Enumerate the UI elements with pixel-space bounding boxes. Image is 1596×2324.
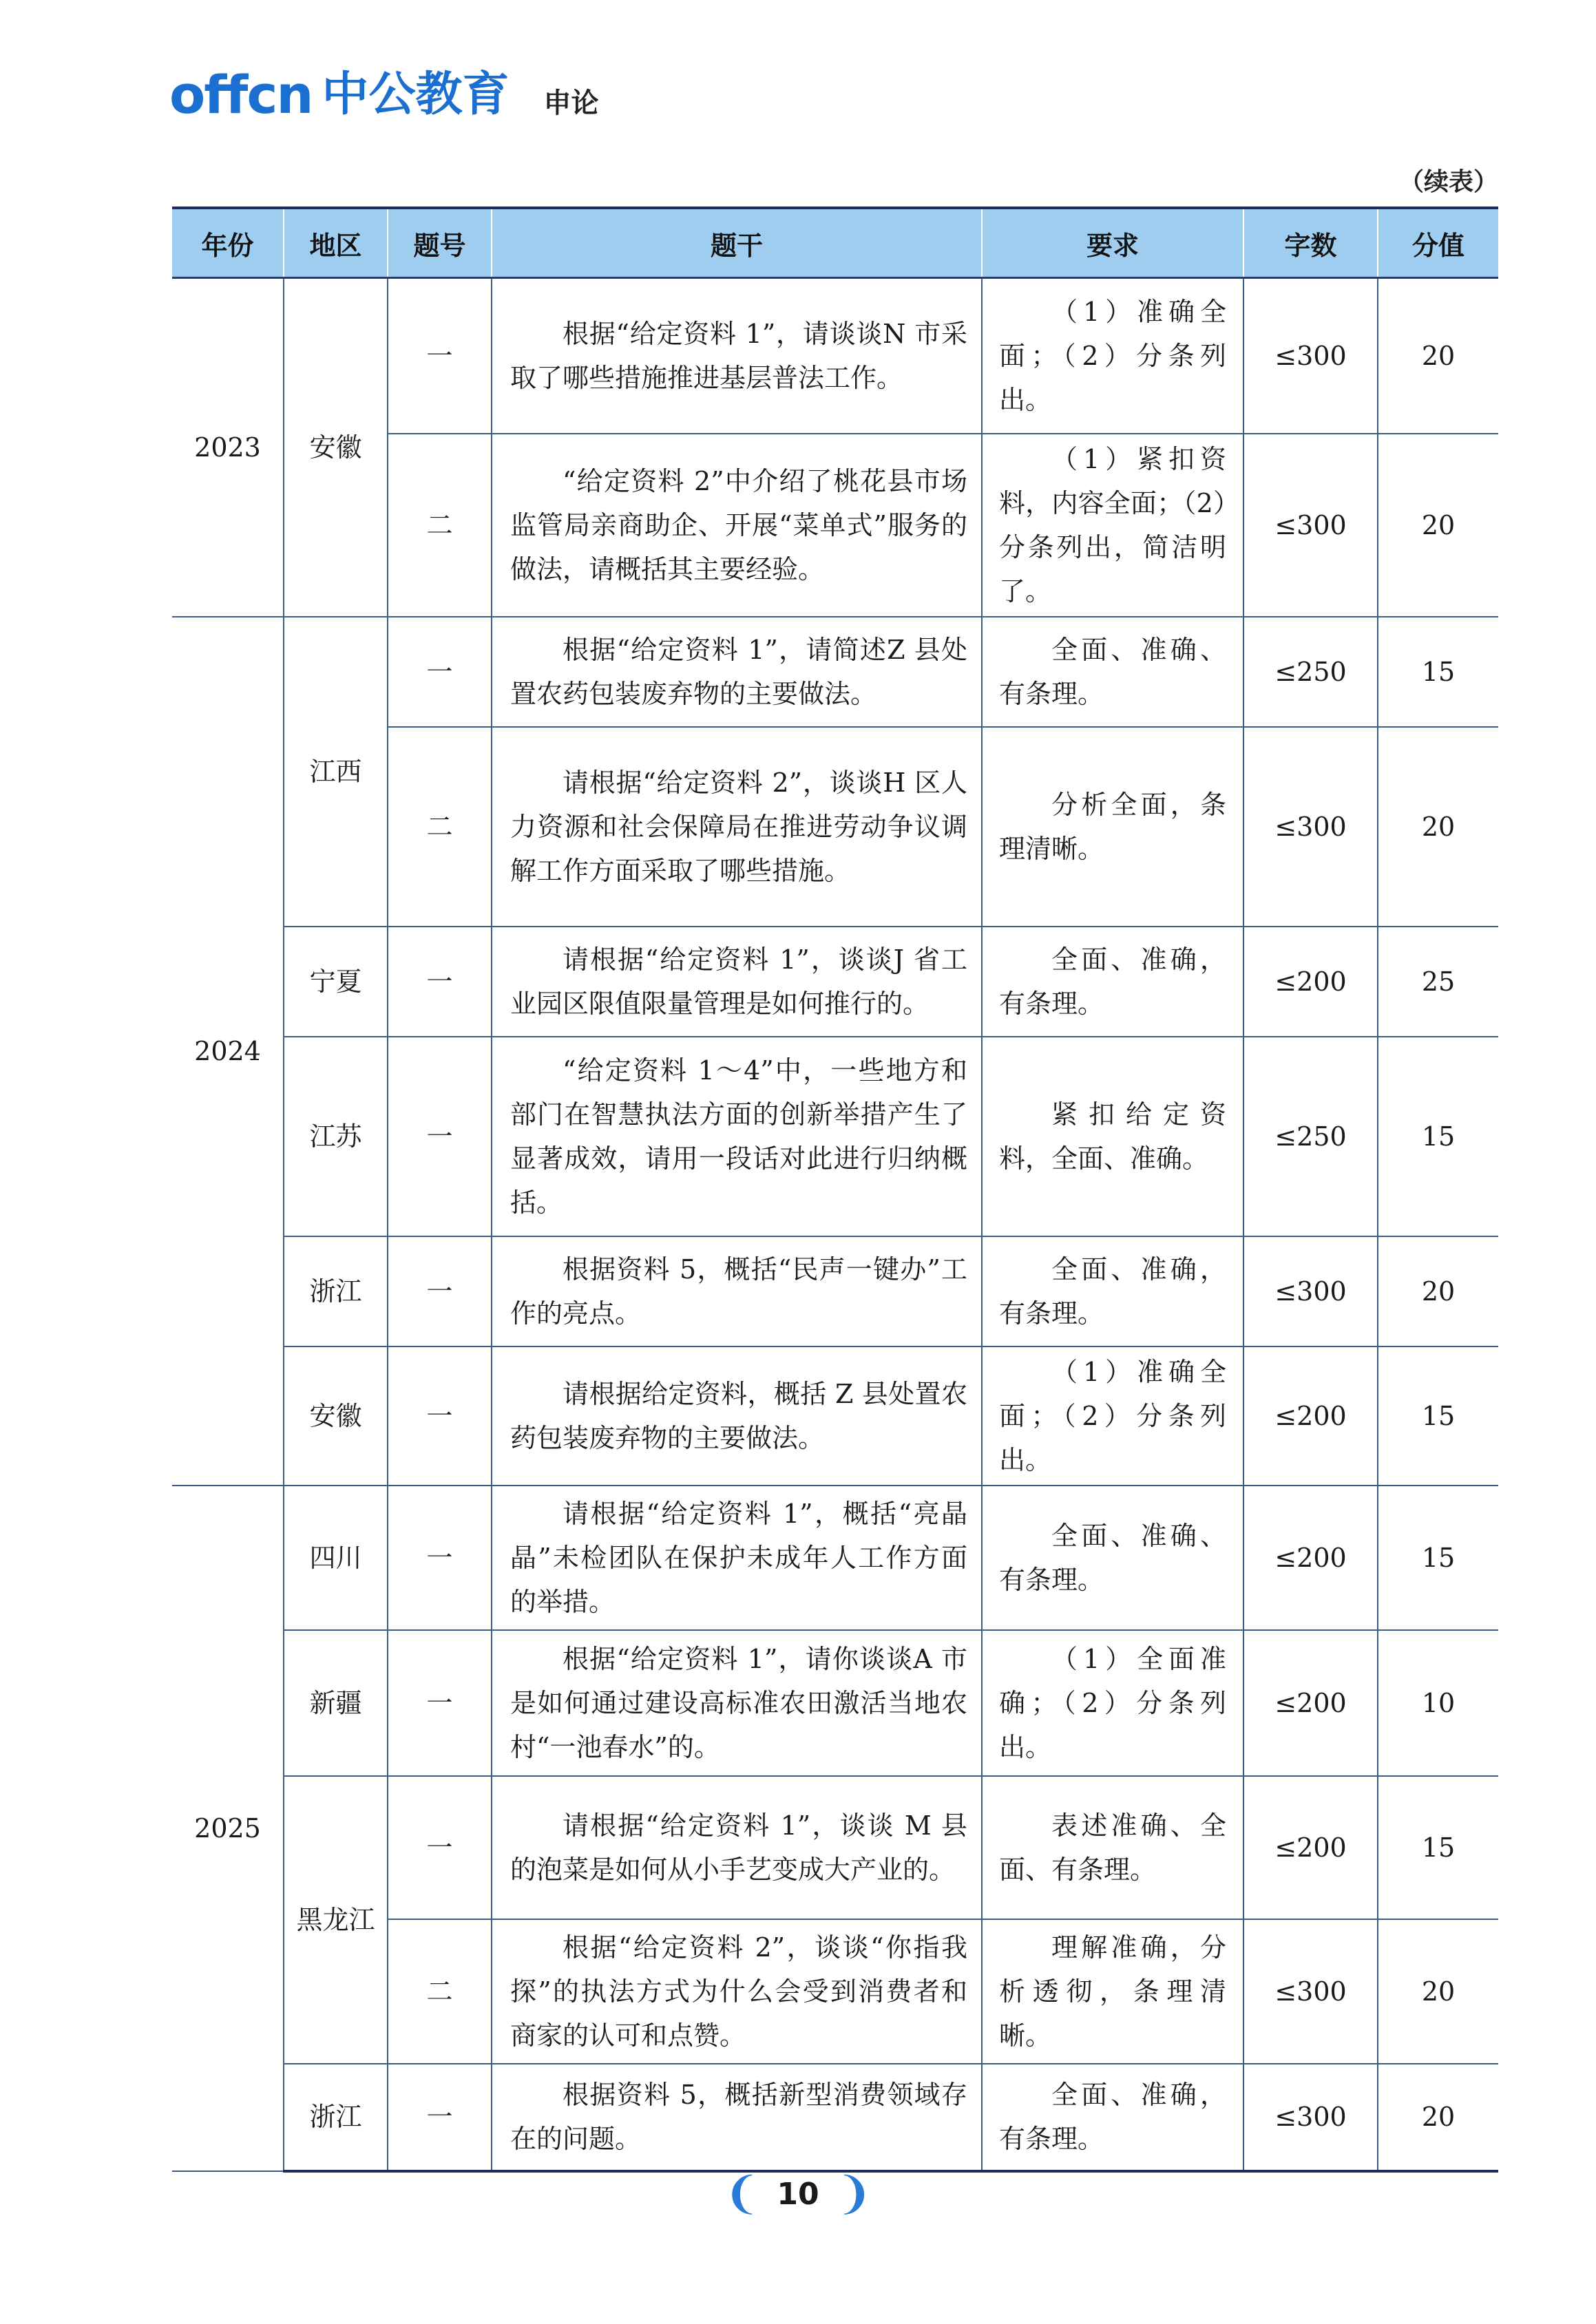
table-row xyxy=(172,617,1498,727)
requirement-cell: 全面、准确、有条理。 xyxy=(982,1486,1243,1630)
score-cell: 20 xyxy=(1378,278,1498,434)
word-count-cell: ≤250 xyxy=(1243,1037,1378,1236)
word-count-cell: ≤300 xyxy=(1243,278,1378,434)
region-cell: 浙江 xyxy=(284,1236,388,1346)
year-cell: 2025 xyxy=(172,1486,284,2171)
score-cell: 25 xyxy=(1378,927,1498,1037)
region-cell: 浙江 xyxy=(284,2064,388,2171)
table-header-row xyxy=(172,208,1498,278)
number-cell: 一 xyxy=(388,1236,492,1346)
number-cell: 一 xyxy=(388,1776,492,1919)
table-row xyxy=(172,278,1498,434)
number-cell: 二 xyxy=(388,727,492,927)
word-count-cell: ≤250 xyxy=(1243,617,1378,727)
table-row xyxy=(172,927,1498,1037)
score-cell: 20 xyxy=(1378,727,1498,927)
number-cell: 二 xyxy=(388,1919,492,2064)
stem-cell: 请根据“给定资料 1”，谈谈 M 县的泡菜是如何从小手艺变成大产业的。 xyxy=(492,1776,982,1919)
table-row xyxy=(172,1236,1498,1346)
word-count-cell: ≤300 xyxy=(1243,2064,1378,2171)
requirement-cell: 分析全面，条理清晰。 xyxy=(982,727,1243,927)
laurel-left-icon: ❨ xyxy=(723,2168,761,2219)
year-cell: 2023 xyxy=(172,278,284,617)
word-count-cell: ≤200 xyxy=(1243,1776,1378,1919)
score-cell: 15 xyxy=(1378,1037,1498,1236)
subject-title: 申论 xyxy=(543,87,599,119)
table-row xyxy=(172,1776,1498,1919)
word-count-cell: ≤300 xyxy=(1243,434,1378,617)
region-cell: 安徽 xyxy=(284,278,388,617)
number-cell: 二 xyxy=(388,434,492,617)
header-score: 分值 xyxy=(1378,208,1498,278)
number-cell: 一 xyxy=(388,927,492,1037)
number-cell: 一 xyxy=(388,617,492,727)
header-word-count: 字数 xyxy=(1243,208,1378,278)
region-cell: 宁夏 xyxy=(284,927,388,1037)
number-cell: 一 xyxy=(388,1346,492,1486)
score-cell: 15 xyxy=(1378,617,1498,727)
score-cell: 15 xyxy=(1378,1346,1498,1486)
word-count-cell: ≤200 xyxy=(1243,927,1378,1037)
header-number: 题号 xyxy=(388,208,492,278)
brand-logo-latin: offcn xyxy=(169,64,313,125)
table-row xyxy=(172,1630,1498,1776)
score-cell: 15 xyxy=(1378,1776,1498,1919)
year-cell: 2024 xyxy=(172,617,284,1486)
region-cell: 江苏 xyxy=(284,1037,388,1236)
requirement-cell: （1）紧扣资料，内容全面；（2）分条列出，简洁明了。 xyxy=(982,434,1243,617)
table-row xyxy=(172,1486,1498,1630)
region-cell: 安徽 xyxy=(284,1346,388,1486)
score-cell: 20 xyxy=(1378,1919,1498,2064)
page-footer xyxy=(0,2168,1596,2219)
word-count-cell: ≤300 xyxy=(1243,1236,1378,1346)
stem-cell: 根据“给定资料 1”，请你谈谈A 市是如何通过建设高标准农田激活当地农村“一池春水”的。 xyxy=(492,1630,982,1776)
word-count-cell: ≤300 xyxy=(1243,1919,1378,2064)
region-cell: 新疆 xyxy=(284,1630,388,1776)
requirement-cell: 表述准确、全面、有条理。 xyxy=(982,1776,1243,1919)
requirement-cell: 理解准确，分析透彻，条理清晰。 xyxy=(982,1919,1243,2064)
stem-cell: “给定资料 1～4”中，一些地方和部门在智慧执法方面的创新举措产生了显著成效，请用一段话对此进行归纳概括。 xyxy=(492,1037,982,1236)
score-cell: 20 xyxy=(1378,1236,1498,1346)
stem-cell: 请根据“给定资料 1”，谈谈J 省工业园区限值限量管理是如何推行的。 xyxy=(492,927,982,1037)
stem-cell: 请根据“给定资料 2”，谈谈H 区人力资源和社会保障局在推进劳动争议调解工作方面采取了哪些措施。 xyxy=(492,727,982,927)
header-requirement: 要求 xyxy=(982,208,1243,278)
header-year: 年份 xyxy=(172,208,284,278)
continued-label: （续表） xyxy=(1398,168,1498,196)
laurel-right-icon: ❩ xyxy=(835,2168,873,2219)
page-number: 10 xyxy=(777,2176,819,2212)
header-region: 地区 xyxy=(284,208,388,278)
word-count-cell: ≤300 xyxy=(1243,727,1378,927)
stem-cell: 根据“给定资料 1”，请谈谈N 市采取了哪些措施推进基层普法工作。 xyxy=(492,278,982,434)
region-cell: 四川 xyxy=(284,1486,388,1630)
score-cell: 15 xyxy=(1378,1486,1498,1630)
number-cell: 一 xyxy=(388,1630,492,1776)
stem-cell: 根据“给定资料 1”，请简述Z 县处置农药包装废弃物的主要做法。 xyxy=(492,617,982,727)
stem-cell: 请根据“给定资料 1”，概括“亮晶晶”未检团队在保护未成年人工作方面的举措。 xyxy=(492,1486,982,1630)
table-row xyxy=(172,1346,1498,1486)
word-count-cell: ≤200 xyxy=(1243,1346,1378,1486)
stem-cell: “给定资料 2”中介绍了桃花县市场监管局亲商助企、开展“菜单式”服务的做法，请概括其主要经验。 xyxy=(492,434,982,617)
requirement-cell: 紧扣给定资料，全面、准确。 xyxy=(982,1037,1243,1236)
word-count-cell: ≤200 xyxy=(1243,1630,1378,1776)
number-cell: 一 xyxy=(388,278,492,434)
table-row xyxy=(172,2064,1498,2171)
requirement-cell: 全面、准确、有条理。 xyxy=(982,617,1243,727)
stem-cell: 请根据给定资料，概括 Z 县处置农药包装废弃物的主要做法。 xyxy=(492,1346,982,1486)
region-cell: 江西 xyxy=(284,617,388,927)
requirement-cell: （1）全面准确；（2）分条列出。 xyxy=(982,1630,1243,1776)
stem-cell: 根据“给定资料 2”，谈谈“你指我探”的执法方式为什么会受到消费者和商家的认可和点赞。 xyxy=(492,1919,982,2064)
requirement-cell: 全面、准确，有条理。 xyxy=(982,2064,1243,2171)
score-cell: 20 xyxy=(1378,434,1498,617)
requirement-cell: 全面、准确，有条理。 xyxy=(982,1236,1243,1346)
requirement-cell: （1）准确全面；（2）分条列出。 xyxy=(982,1346,1243,1486)
requirement-cell: （1）准确全面；（2）分条列出。 xyxy=(982,278,1243,434)
number-cell: 一 xyxy=(388,2064,492,2171)
number-cell: 一 xyxy=(388,1037,492,1236)
table-row xyxy=(172,1037,1498,1236)
page-header xyxy=(169,61,599,129)
brand-logo-chinese: 中公教育 xyxy=(322,67,510,122)
score-cell: 20 xyxy=(1378,2064,1498,2171)
word-count-cell: ≤200 xyxy=(1243,1486,1378,1630)
requirement-cell: 全面、准确，有条理。 xyxy=(982,927,1243,1037)
exam-questions-table xyxy=(172,207,1498,2173)
score-cell: 10 xyxy=(1378,1630,1498,1776)
header-stem: 题干 xyxy=(492,208,982,278)
stem-cell: 根据资料 5，概括新型消费领域存在的问题。 xyxy=(492,2064,982,2171)
region-cell: 黑龙江 xyxy=(284,1776,388,2064)
number-cell: 一 xyxy=(388,1486,492,1630)
stem-cell: 根据资料 5，概括“民声一键办”工作的亮点。 xyxy=(492,1236,982,1346)
